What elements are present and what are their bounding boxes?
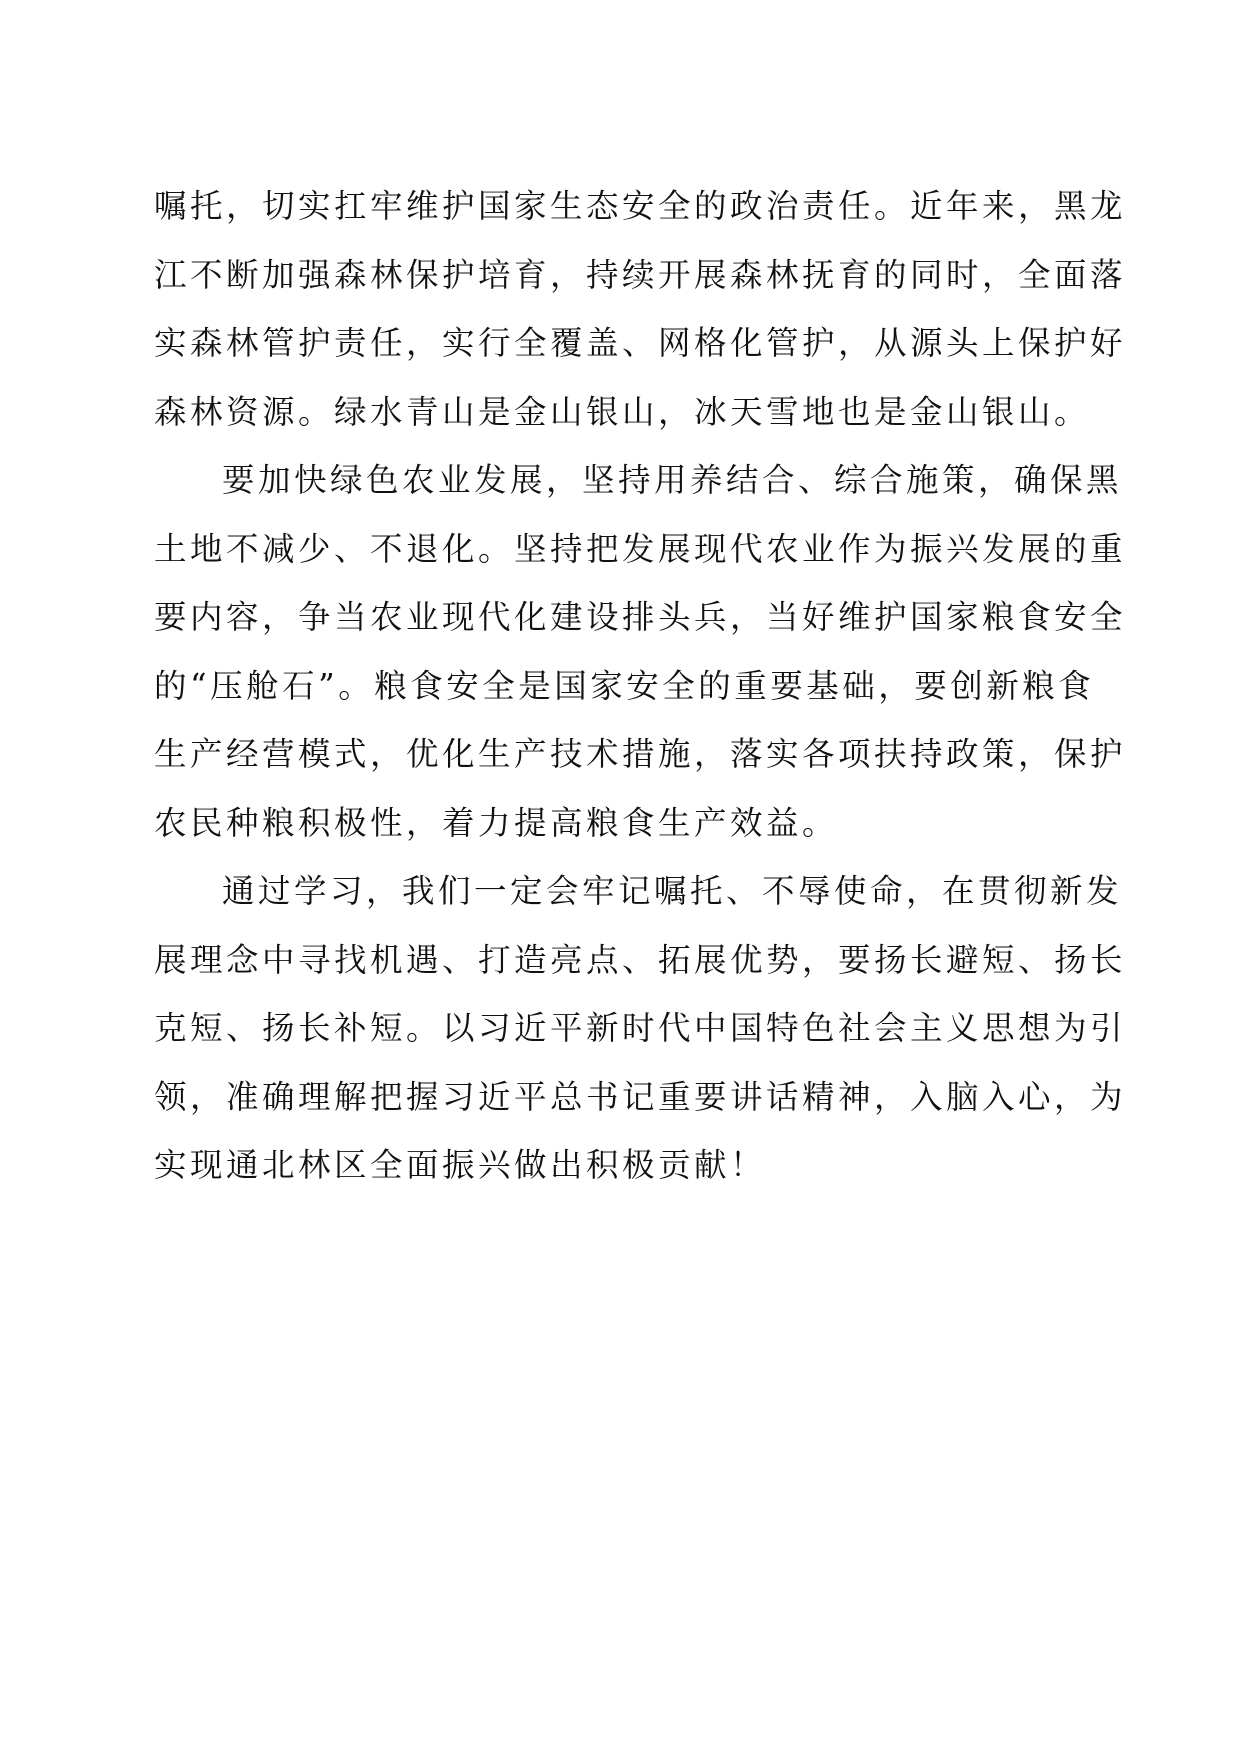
paragraph-line: 实现通北林区全面振兴做出积极贡献！	[154, 1146, 767, 1184]
paragraph-line: 要加快绿色农业发展，坚持用养结合、综合施策，确保黑	[222, 461, 1123, 499]
paragraph-line: 实森林管护责任，实行全覆盖、网格化管护，从源头上保护好	[154, 324, 1127, 362]
paragraph-line: 的“压舱石”。粮食安全是国家安全的重要基础，要创新粮食	[154, 666, 1095, 705]
paragraph-line: 展理念中寻找机遇、打造亮点、拓展优势，要扬长避短、扬长	[154, 940, 1127, 979]
paragraph-line: 要内容，争当农业现代化建设排头兵，当好维护国家粮食安全	[154, 598, 1127, 636]
document-body	[154, 186, 1127, 1214]
paragraph-line: 通过学习，我们一定会牢记嘱托、不辱使命，在贯彻新发	[222, 872, 1123, 910]
paragraph-line: 生产经营模式，优化生产技术措施，落实各项扶持政策，保护	[154, 735, 1127, 773]
paragraph-line: 江不断加强森林保护培育，持续开展森林抚育的同时，全面落	[154, 255, 1127, 294]
paragraph-2	[154, 460, 1127, 843]
paragraph-line: 克短、扬长补短。以习近平新时代中国特色社会主义思想为引	[154, 1009, 1127, 1047]
paragraph-1	[154, 186, 1127, 432]
paragraph-line: 土地不减少、不退化。坚持把发展现代农业作为振兴发展的重	[154, 529, 1127, 568]
paragraph-line: 领，准确理解把握习近平总书记重要讲话精神，入脑入心，为	[154, 1077, 1127, 1116]
paragraph-3	[154, 871, 1127, 1185]
paragraph-line: 农民种粮积极性，着力提高粮食生产效益。	[154, 803, 839, 842]
paragraph-line: 森林资源。绿水青山是金山银山，冰天雪地也是金山银山。	[154, 392, 1091, 431]
paragraph-line: 嘱托，切实扛牢维护国家生态安全的政治责任。近年来，黑龙	[154, 187, 1127, 225]
